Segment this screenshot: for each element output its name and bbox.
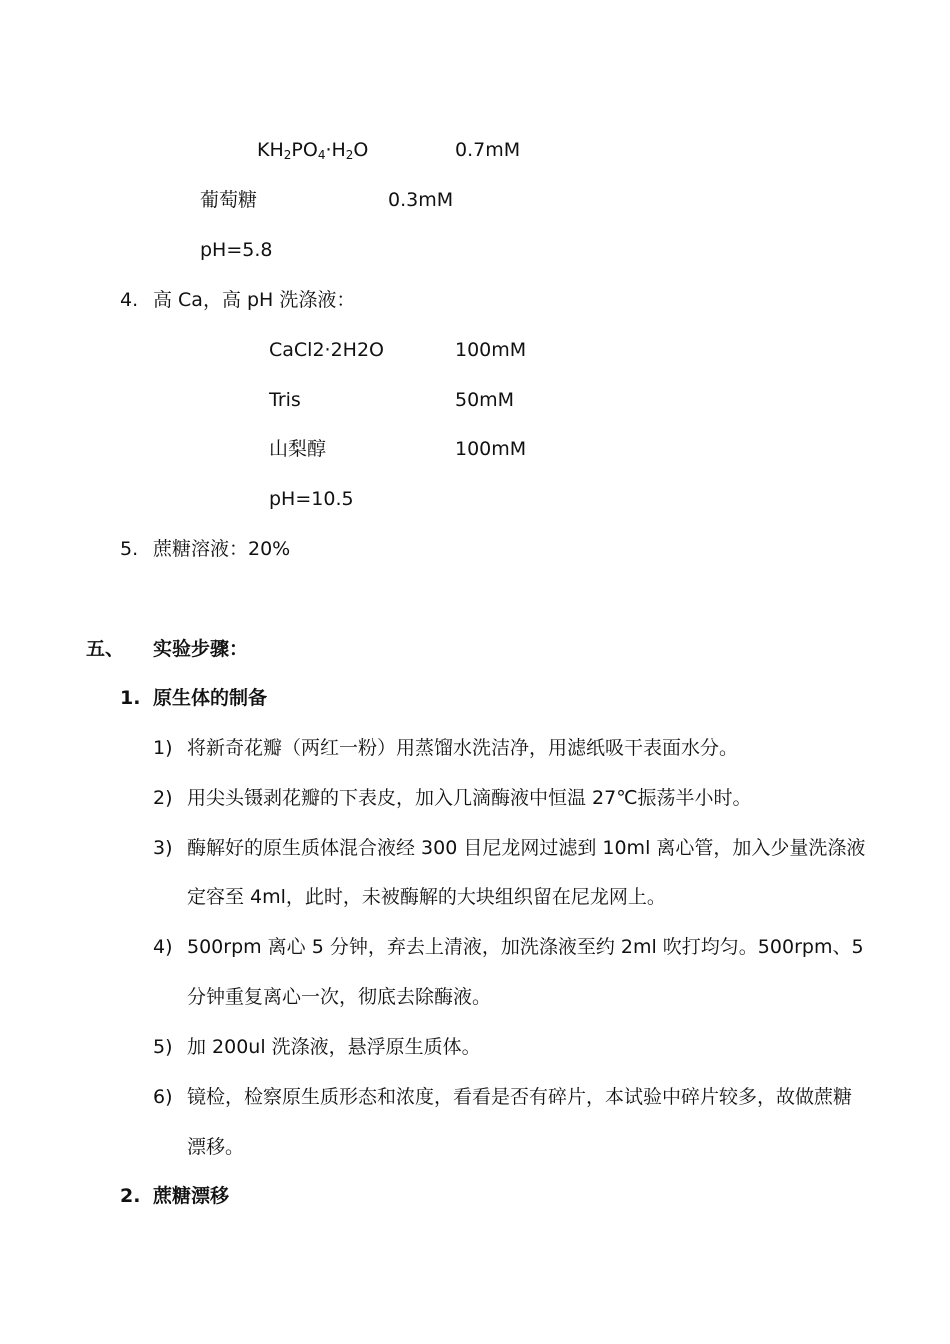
step-text: 酶解好的原生质体混合液经 300 目尼龙网过滤到 10ml 离心管，加入少量洗涤液 (187, 837, 866, 859)
reagent4-component-name: Tris (269, 389, 301, 411)
step-text-continued: 漂移。 (187, 1136, 245, 1158)
step-text-continued: 定容至 4ml，此时，未被酶解的大块组织留在尼龙网上。 (187, 886, 666, 908)
step-number: 2) (153, 787, 173, 809)
step-text: 镜检，检察原生质形态和浓度，看看是否有碎片，本试验中碎片较多，故做蔗糖 (187, 1086, 853, 1108)
section-number: 五、 (86, 638, 125, 660)
subsection-number: 1. (120, 687, 141, 709)
step-text: 500rpm 离心 5 分钟，弃去上清液，加洗涤液至约 2ml 吹打均匀。500rpm、5 (187, 936, 864, 958)
kh2po4-formula: $KH_2PO_4\cdot H_2O$ (257, 139, 369, 162)
reagent3-ph: pH=5.8 (200, 239, 273, 261)
reagent4-ph: pH=10.5 (269, 488, 354, 510)
step-text: 用尖头镊剥花瓣的下表皮，加入几滴酶液中恒温 27℃振荡半小时。 (187, 787, 752, 809)
step-text: 将新奇花瓣（两红一粉）用蒸馏水洗洁净，用滤纸吸干表面水分。 (187, 737, 739, 759)
step-number: 4) (153, 936, 173, 958)
subsection-title: 原生体的制备 (153, 687, 268, 709)
reagent4-component-name: 山梨醇 (269, 438, 327, 460)
reagent4-component-concentration: 100mM (455, 438, 527, 460)
glucose-name: 葡萄糖 (200, 189, 258, 211)
reagent4-number: 4. (120, 289, 139, 311)
reagent4-title: 高 Ca，高 pH 洗涤液： (153, 289, 356, 311)
step-text-continued: 分钟重复离心一次，彻底去除酶液。 (187, 986, 492, 1008)
step-number: 3) (153, 837, 173, 859)
step-text: 加 200ul 洗涤液，悬浮原生质体。 (187, 1036, 481, 1058)
glucose-concentration: 0.3mM (388, 189, 454, 211)
reagent5-number: 5. (120, 538, 139, 560)
reagent4-component-concentration: 50mM (455, 389, 515, 411)
subsection-number: 2. (120, 1185, 141, 1207)
step-number: 1) (153, 737, 173, 759)
step-number: 5) (153, 1036, 173, 1058)
kh2po4-concentration: 0.7mM (455, 139, 521, 161)
step-number: 6) (153, 1086, 173, 1108)
reagent4-component-name: CaCl2·2H2O (269, 339, 385, 361)
subsection-title: 蔗糖漂移 (153, 1185, 230, 1207)
reagent5-text: 蔗糖溶液：20% (153, 538, 291, 560)
section-title: 实验步骤： (153, 638, 249, 660)
reagent4-component-concentration: 100mM (455, 339, 527, 361)
